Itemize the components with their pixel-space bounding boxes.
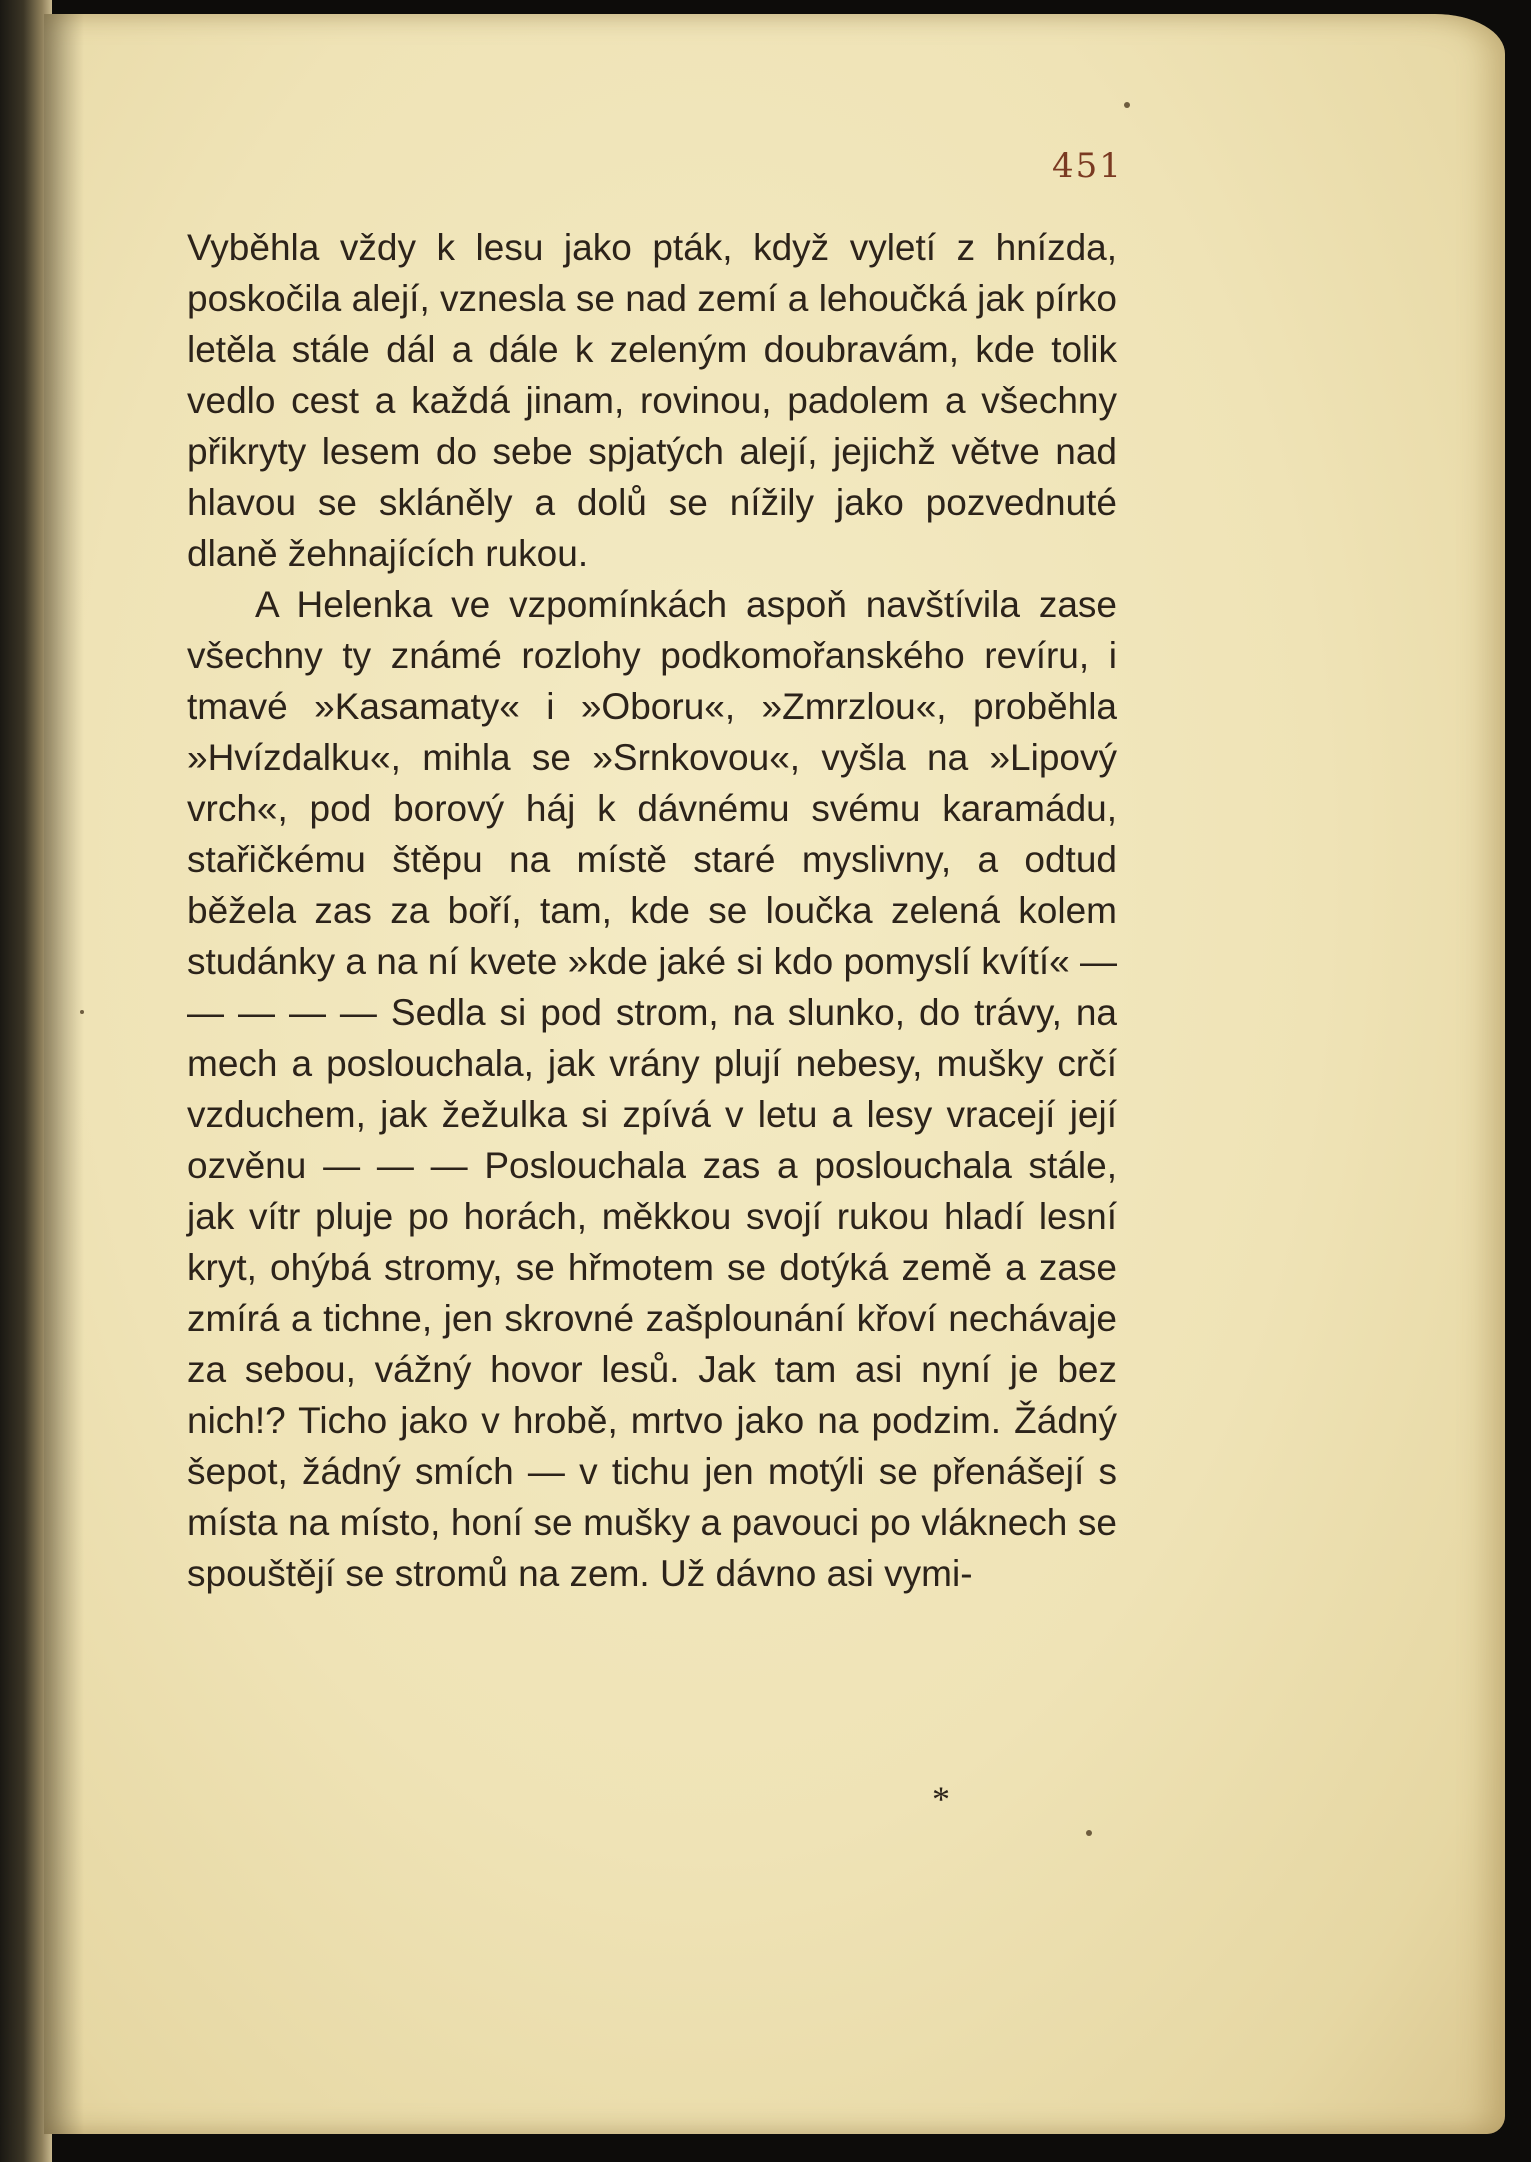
paragraph-2: A Helenka ve vzpomínkách aspoň navštívila zase všechny ty známé rozlohy podkomořanského revíru, i tmavé »Kasamaty« i »Oboru«, »Zmrzlou«, proběhla »Hvízdalku«, mihla se »Srnkovou«, vyšla na »Lipový vrch«, pod borový háj k dávnému svému karamádu, stařičkému štěpu na místě staré myslivny, a odtud běžela zas za boří, tam, kde se loučka zelená kolem studánky a na ní kvete »kde jaké si kdo pomyslí kvítí« — — — — — Sedla si pod strom, na slunko, do trávy, na mech a poslouchala, jak vrány plují nebesy, mušky crčí vzduchem, jak žežulka si zpívá v letu a lesy vracejí její ozvěnu — — — Poslouchala zas a poslouchala stále, jak vítr pluje po horách, měkkou svojí rukou hladí lesní kryt, ohýbá stromy, se hřmotem se dotýká země a zase zmírá a tichne, jen skrovné zašplounání křoví nechávaje za sebou, vážný hovor lesů. Jak tam asi nyní je bez nich!? Ticho jako v hrobě, mrtvo jako na podzim. Žádný šepot, žádný smích — v tichu jen motýli se přenášejí s místa na místo, honí se mušky a pavouci po vláknech se spouštějí se stromů na zem. Už dávno asi vymi- (187, 584, 1117, 1594)
gutter-shadow (44, 14, 84, 2134)
paragraph-1: Vyběhla vždy k lesu jako pták, když vyletí z hnízda, poskočila alejí, vznesla se nad zemí a lehoučká jak pírko letěla stále dál a dále k zeleným doubravám, kde tolik vedlo cest a každá jinam, rovinou, padolem a všechny přikryty lesem do sebe spjatých alejí, jejichž větve nad hlavou se skláněly a dolů se nížily jako pozvednuté dlaně žehnajících rukou. (187, 227, 1117, 574)
body-text (187, 222, 1117, 1599)
paper-speck (1086, 1830, 1092, 1836)
page-number: 451 (1052, 146, 1123, 186)
footnote-mark: * (932, 1779, 950, 1819)
paper-speck (80, 1010, 84, 1014)
paper-speck (1124, 102, 1130, 108)
